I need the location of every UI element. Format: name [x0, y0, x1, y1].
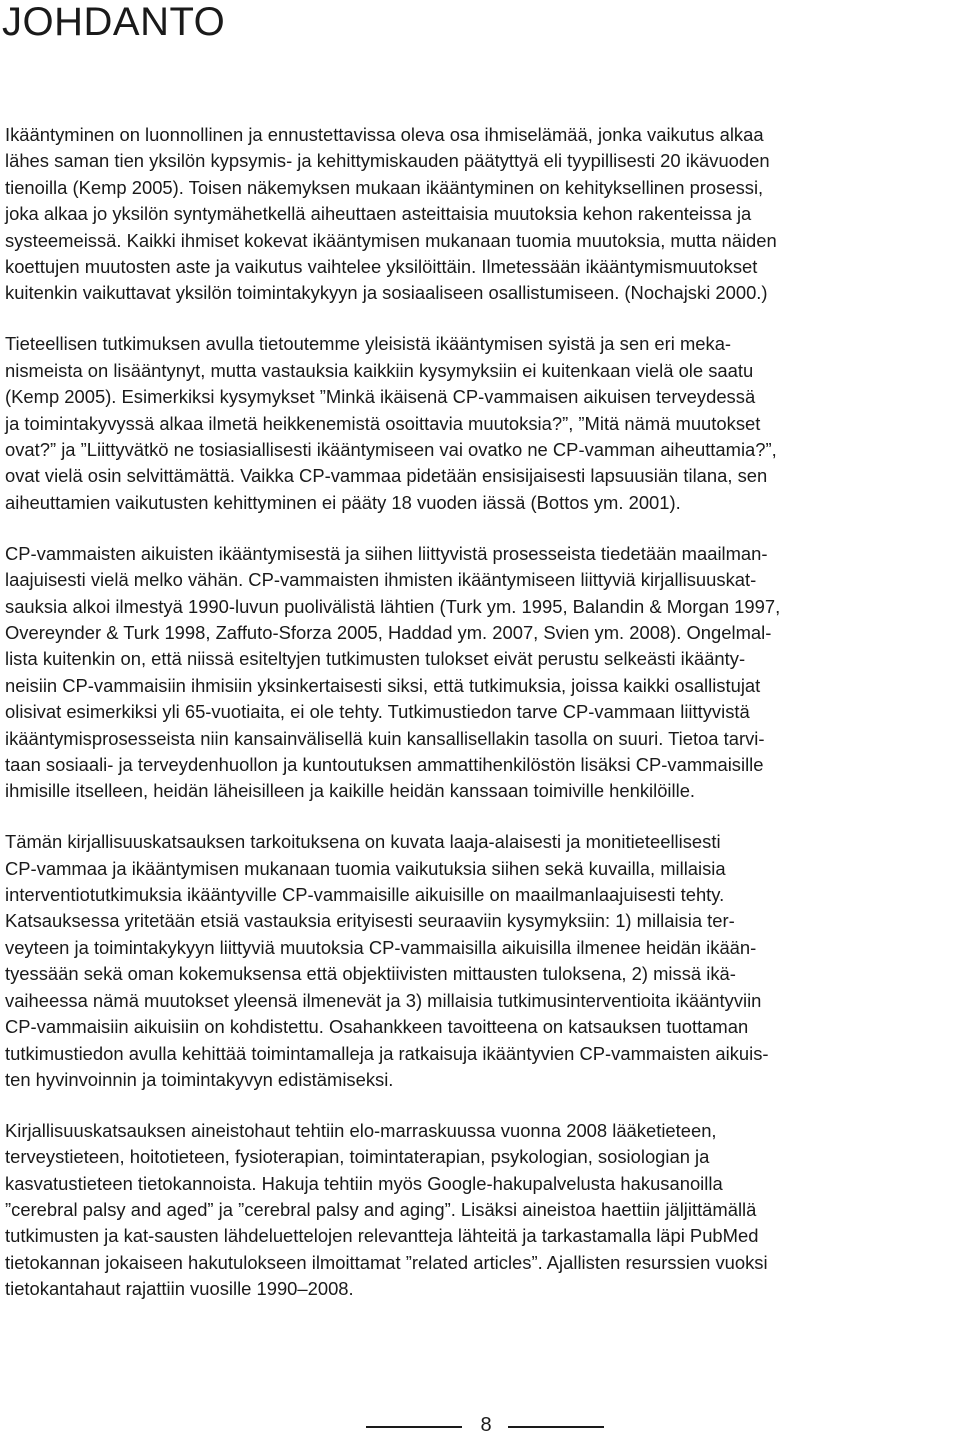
- body-text: [5, 122, 960, 1327]
- text-line: tietokannan jokaiseen hakutulokseen ilmoittamat ”related articles”. Ajallisten resurssien vuoksi: [5, 1251, 768, 1273]
- text-line: tienoilla (Kemp 2005). Toisen näkemyksen mukaan ikääntyminen on kehityksellinen prosessi,: [5, 176, 764, 198]
- text-line: lähes saman tien yksilön kypsymis- ja kehittymiskauden päätyttyä eli tyypillisesti 20 ikävuoden: [5, 150, 770, 172]
- text-line: tutkimustiedon avulla kehittää toimintamalleja ja ratkaisuja ikääntyvien CP-vammaisten aikuis-: [5, 1042, 769, 1064]
- paragraph-2: [5, 331, 960, 516]
- text-line: ja toimintakyvyssä alkaa ilmetä heikkenemistä osoittavia muutoksia?”, ”Mitä nämä muutokset: [5, 412, 761, 434]
- text-line: lista kuitenkin on, että niissä esiteltyjen tutkimusten tulokset eivät perustu selkeästi ikäänty-: [5, 648, 746, 670]
- text-line: taan sosiaali- ja terveydenhuollon ja kuntoutuksen ammattihenkilöstön lisäksi CP-vammaisille: [5, 753, 764, 775]
- text-line: (Kemp 2005). Esimerkiksi kysymykset ”Minkä ikäisenä CP-vammaisen aikuisen terveydessä: [5, 386, 756, 408]
- text-line: Tämän kirjallisuuskatsauksen tarkoituksena on kuvata laaja-alaisesti ja monitieteellisesti: [5, 831, 721, 853]
- text-line: tietokantahaut rajattiin vuosille 1990–2008.: [5, 1278, 354, 1300]
- page-number: 8: [480, 1414, 492, 1436]
- text-line: kuitenkin vaikuttavat yksilön toimintakykyyn ja sosiaaliseen osallistumiseen. (Nochajski 2000.): [5, 282, 768, 304]
- text-line: systeemeissä. Kaikki ihmiset kokevat ikääntymisen mukanaan tuomia muutoksia, mutta näiden: [5, 229, 777, 251]
- paragraph-1: [5, 122, 960, 307]
- text-line: Overeynder & Turk 1998, Zaffuto-Sforza 2005, Haddad ym. 2007, Svien ym. 2008). Ongelmal-: [5, 621, 772, 643]
- text-line: nismeista on lisääntynyt, mutta vastauksia kaikkiin kysymyksiin ei kuitenkaan vielä ole saatu: [5, 359, 754, 381]
- text-line: Katsauksessa yritetään etsiä vastauksia erityisesti seuraaviin kysymyksiin: 1) millaisia ter-: [5, 910, 735, 932]
- text-line: Kirjallisuuskatsauksen aineistohaut tehtiin elo-marraskuussa vuonna 2008 lääketieteen,: [5, 1119, 717, 1141]
- footer-rule-left: [366, 1426, 462, 1428]
- text-line: veyteen ja toimintakykyyn liittyviä muutoksia CP-vammaisilla aikuisilla ilmenee heidän ikään-: [5, 936, 757, 958]
- text-line: ten hyvinvoinnin ja toimintakyvyn edistämiseksi.: [5, 1068, 394, 1090]
- text-line: sauksia alkoi ilmestyä 1990-luvun puolivälistä lähtien (Turk ym. 1995, Balandin & Morgan 1997,: [5, 595, 781, 617]
- text-line: ovat vielä osin selvittämättä. Vaikka CP-vammaa pidetään ensisijaisesti lapsuusiän tilana, sen: [5, 465, 768, 487]
- text-line: tyessään sekä oman kokemuksensa että objektiivisten mittausten tuloksena, 2) missä ikä-: [5, 963, 736, 985]
- text-line: joka alkaa jo yksilön syntymähetkellä aiheuttaen asteittaisia muutoksia kehon rakenteissa ja: [5, 203, 752, 225]
- page-title: JOHDANTO: [2, 0, 226, 44]
- text-line: Ikääntyminen on luonnollinen ja ennustettavissa oleva osa ihmiselämää, jonka vaikutus alkaa: [5, 124, 764, 145]
- text-line: CP-vammaisiin aikuisiin on kohdistettu. Osahankkeen tavoitteena on katsauksen tuottaman: [5, 1016, 749, 1038]
- text-line: interventiotutkimuksia ikääntyville CP-vammaisille aikuisille on maailmanlaajuisesti tehty.: [5, 884, 725, 906]
- text-line: ihmisille itselleen, heidän läheisilleen ja kaikille heidän kanssaan toimiville henkilöille.: [5, 780, 696, 802]
- text-line: kasvatustieteen tietokannoista. Hakuja tehtiin myös Google-hakupalvelusta hakusanoilla: [5, 1172, 723, 1194]
- text-line: CP-vammaisten aikuisten ikääntymisestä ja siihen liittyvistä prosesseista tiedetään maailman-: [5, 542, 768, 564]
- text-line: Tieteellisen tutkimuksen avulla tietoutemme yleisistä ikääntymisen syistä ja sen eri meka-: [5, 333, 732, 355]
- text-line: vaiheessa nämä muutokset yleensä ilmenevät ja 3) millaisia tutkimusinterventioita ikääntyviin: [5, 989, 762, 1011]
- text-line: terveystieteen, hoitotieteen, fysioterapian, toimintaterapian, psykologian, sosiologian ja: [5, 1146, 710, 1168]
- page-footer: [0, 1410, 960, 1440]
- paragraph-3: [5, 541, 960, 805]
- text-line: laajuisesti vielä melko vähän. CP-vammaisten ihmisten ikääntymiseen liittyviä kirjallisuuskat-: [5, 569, 757, 591]
- text-line: ”cerebral palsy and aged” ja ”cerebral palsy and aging”. Lisäksi aineistoa haettiin jäljittämällä: [5, 1199, 757, 1221]
- text-line: neisiin CP-vammaisiin ihmisiin yksinkertaisesti siksi, että tutkimuksia, joissa kaikki osallistujat: [5, 674, 761, 696]
- paragraph-4: [5, 829, 960, 1093]
- footer-rule-right: [508, 1426, 604, 1428]
- text-line: ovat?” ja ”Liittyvätkö ne tosiasiallisesti ikääntymiseen vai ovatko ne CP-vamman aiheuttamia?”,: [5, 438, 777, 460]
- text-line: koettujen muutosten aste ja vaikutus vaihtelee yksilöittäin. Ilmetessään ikääntymismuutokset: [5, 256, 758, 278]
- paragraph-5: [5, 1118, 960, 1303]
- text-line: tutkimusten ja kat-sausten lähdeluettelojen relevantteja lähteitä ja tarkastamalla läpi PubMed: [5, 1225, 759, 1247]
- text-line: olisivat esimerkiksi yli 65-vuotiaita, ei ole tehty. Tutkimustiedon tarve CP-vammaan liittyvistä: [5, 701, 750, 723]
- text-line: ikääntymisprosesseista niin kansainvälisellä kuin kansallisellakin tasolla on suuri. Tietoa tarvi-: [5, 727, 765, 749]
- text-line: aiheuttamien vaikutusten kehittyminen ei pääty 18 vuoden iässä (Bottos ym. 2001).: [5, 491, 681, 513]
- text-line: CP-vammaa ja ikääntymisen mukanaan tuomia vaikutuksia siihen sekä kuvailla, millaisia: [5, 857, 726, 879]
